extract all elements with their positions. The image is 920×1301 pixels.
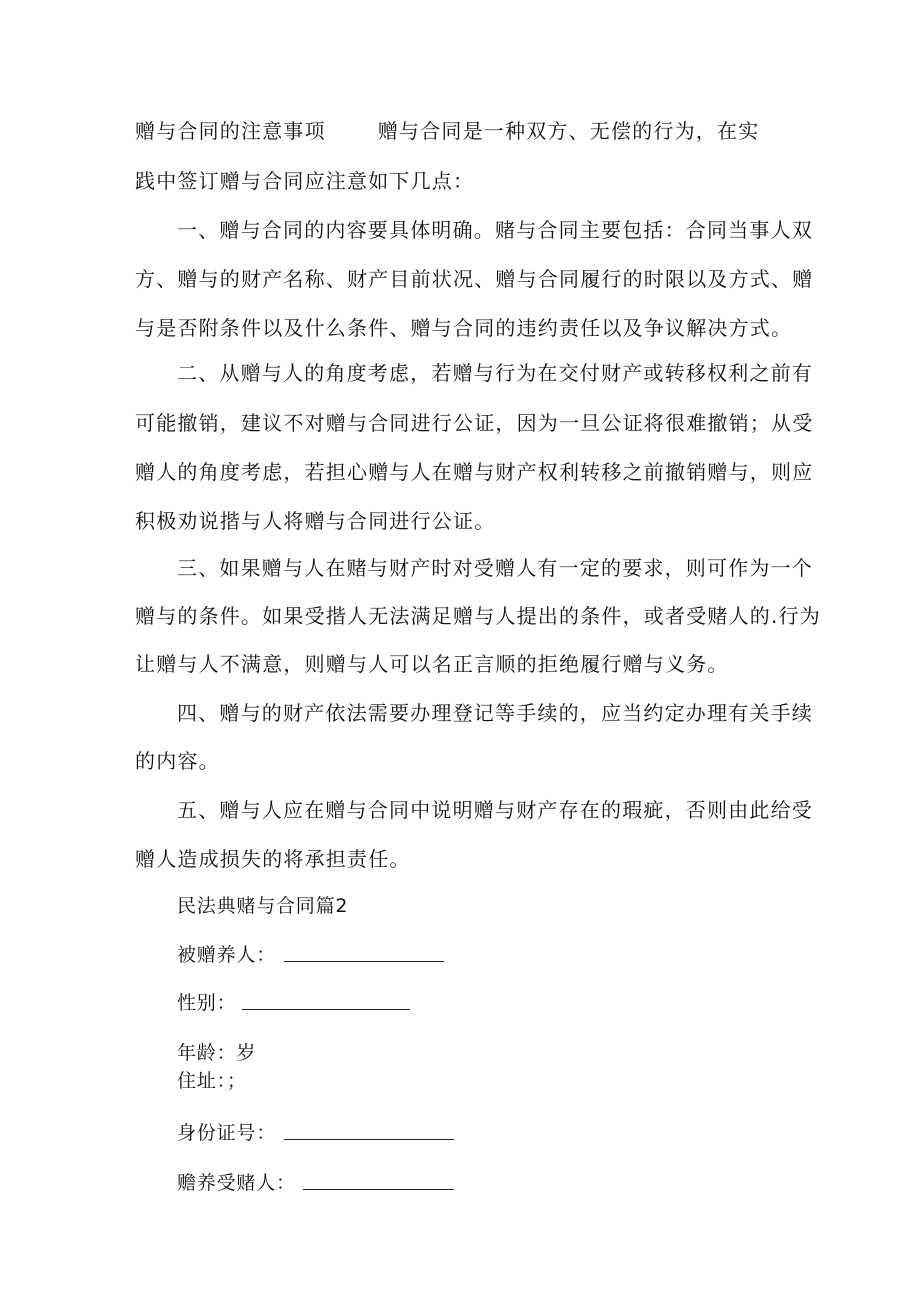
point-4-line-1: 四、赠与的财产依法需要办理登记等手续的，应当约定办理有关手续	[177, 701, 813, 725]
donee-label: 被赠养人：	[177, 944, 277, 966]
point-5-line-1: 五、赠与人应在赠与合同中说明赠与财产存在的瑕疵，否则由此给受	[177, 798, 813, 822]
id-number-label: 身份证号：	[177, 1122, 277, 1144]
age-label: 年龄：岁	[177, 1042, 257, 1064]
point-1-line-3: 与是否附条件以及什么条件、赠与合同的违约责任以及争议解决方式。	[135, 316, 793, 340]
point-2-line-3: 赠人的角度考虑，若担心赠与人在赠与财产权利转移之前撤销赠与，则应	[135, 460, 814, 484]
point-3-line-3: 让赠与人不满意，则赠与人可以名正言顺的拒绝履行赠与义务。	[135, 652, 729, 676]
document-title: 赠与合同的注意事项	[135, 119, 326, 143]
intro-line-2: 践中签订赠与合同应注意如下几点：	[135, 169, 475, 193]
id-number-blank[interactable]	[284, 1139, 454, 1140]
point-2-line-1: 二、从赠与人的角度考虑，若赠与行为在交付财产或转移权利之前有	[177, 361, 813, 385]
point-4-line-2: 的内容。	[135, 749, 220, 773]
point-2-line-4: 积极劝说揩与人将赠与合同进行公证。	[135, 509, 496, 533]
donor-label: 赡养受赌人：	[177, 1172, 296, 1194]
intro-line-1	[135, 118, 759, 144]
point-1-line-2: 方、赠与的财产名称、财产目前状况、赠与合同履行的时限以及方式、赠	[135, 267, 814, 291]
gender-label: 性别：	[177, 992, 237, 1014]
intro-text-1: 赠与合同是一种双方、无偿的行为，在实	[377, 119, 760, 143]
gender-blank[interactable]	[242, 1009, 410, 1010]
address-label: 住址：；	[177, 1070, 247, 1092]
point-3-line-2: 赠与的条件。如果受揩人无法满足赠与人提出的条件，或者受赌人的.行为	[135, 604, 821, 628]
point-2-line-2: 可能撤销，建议不对赠与合同进行公证，因为一旦公证将很难撤销；从受	[135, 411, 814, 435]
section-2-title: 民法典赌与合同篇2	[177, 895, 349, 917]
donee-blank[interactable]	[284, 961, 444, 962]
point-1-line-1: 一、赠与合同的内容要具体明确。赌与合同主要包括：合同当事人双	[177, 218, 813, 242]
point-5-line-2: 赠人造成损失的将承担责任。	[135, 847, 411, 871]
donor-blank[interactable]	[303, 1189, 454, 1190]
point-3-line-1: 三、如果赠与人在赌与财产时对受赠人有一定的要求，则可作为一个	[177, 556, 813, 580]
